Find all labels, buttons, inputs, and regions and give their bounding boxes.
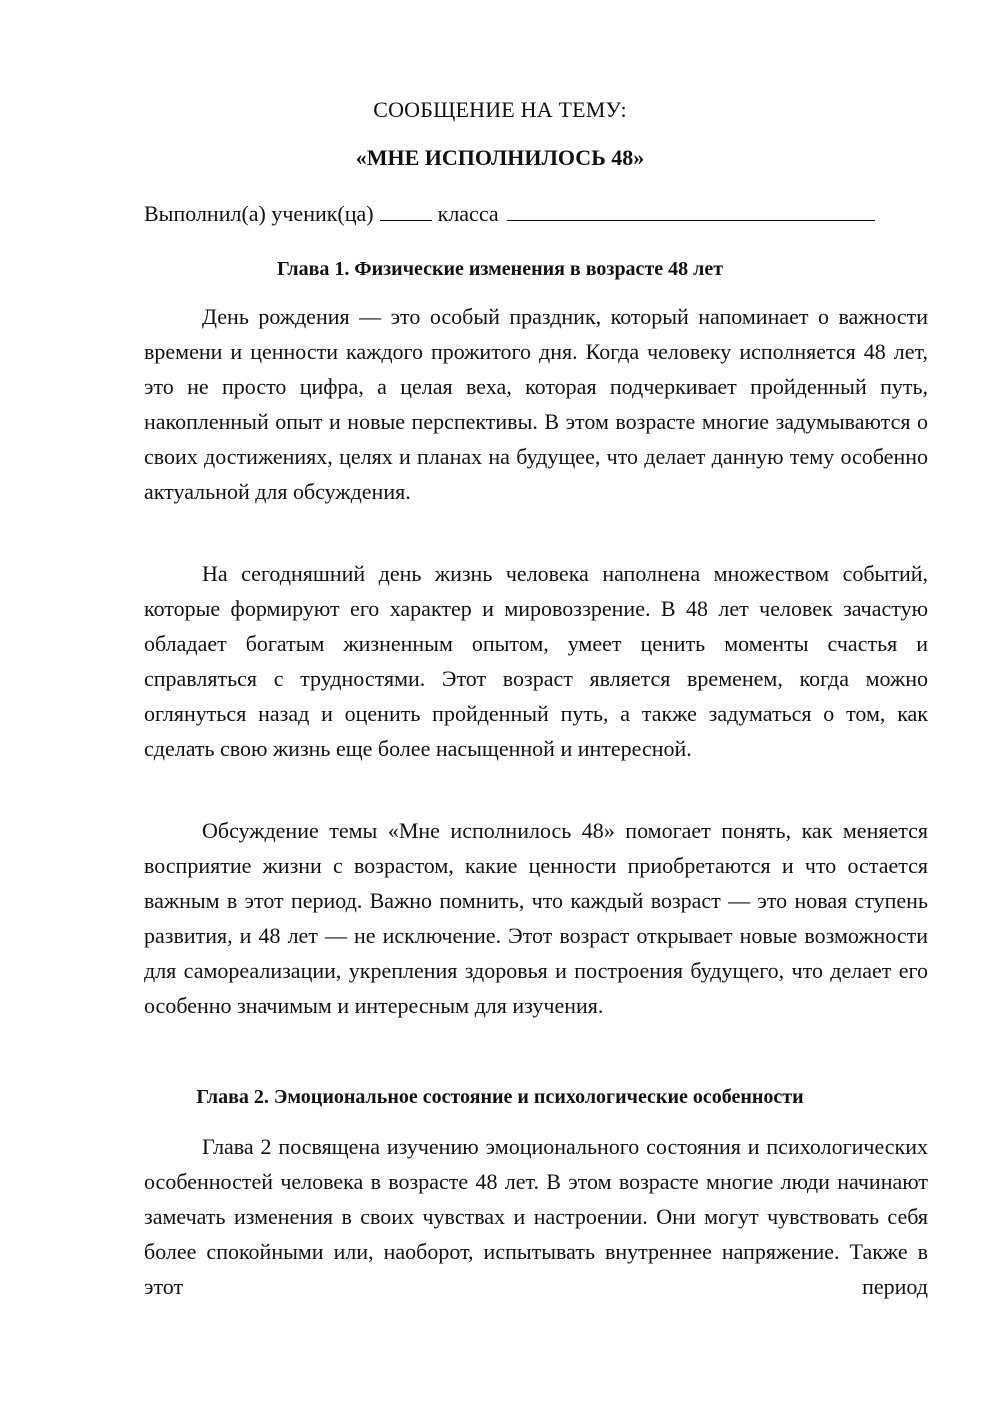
class-label: класса — [437, 201, 499, 226]
paragraph: Глава 2 посвящена изучению эмоционального состояния и психологических особенностей человека в возрасте 48 лет. В этом возрасте многие люди начинают замечать изменения в своих чувствах и настроении. Они могут чувствовать себя более спокойными или, наоборот, испытывать внутреннее напряжение. Также в этот период — [144, 1134, 928, 1299]
paragraph: День рождения — это особый праздник, который напоминает о важности времени и ценности каждого прожитого дня. Когда человеку исполняется 48 лет, это не просто цифра, а целая веха, которая подчеркивает пройденный путь, накопленный опыт и новые перспективы. В этом возрасте многие задумываются о своих достижениях, целях и планах на будущее, что делает данную тему особенно актуальной для обсуждения. — [144, 304, 928, 504]
performed-by-label: Выполнил(а) ученик(ца) — [144, 201, 374, 226]
chapter-heading: Глава 1. Физические изменения в возрасте 48 лет — [276, 258, 724, 280]
performed-by-line — [144, 198, 934, 229]
class-name-blank — [507, 198, 875, 221]
paragraph: Обсуждение темы «Мне исполнилось 48» помогает понять, как меняется восприятие жизни с возрастом, какие ценности приобретаются и что остается важным в этот период. Важно помнить, что каждый возраст — это новая ступень развития, и 48 лет — не исключение. Этот возраст открывает новые возможности для самореализации, укрепления здоровья и построения будущего, что делает его особенно значимым и интересным для изучения. — [144, 818, 928, 1018]
chapter-heading: Глава 2. Эмоциональное состояние и психологические особенности — [196, 1086, 804, 1108]
class-number-blank — [380, 198, 432, 221]
document-title-topic: «МНЕ ИСПОЛНИЛОСЬ 48» — [355, 145, 645, 170]
paragraph: На сегодняшний день жизнь человека наполнена множеством событий, которые формируют его характер и мировоззрение. В 48 лет человек зачастую обладает богатым жизненным опытом, умеет ценить моменты счастья и справляться с трудностями. Этот возраст является временем, когда можно оглянуться назад и оценить пройденный путь, а также задуматься о том, как сделать свою жизнь еще более насыщенной и интересной. — [144, 561, 928, 761]
document-title-line1: СООБЩЕНИЕ НА ТЕМУ: — [373, 97, 627, 122]
